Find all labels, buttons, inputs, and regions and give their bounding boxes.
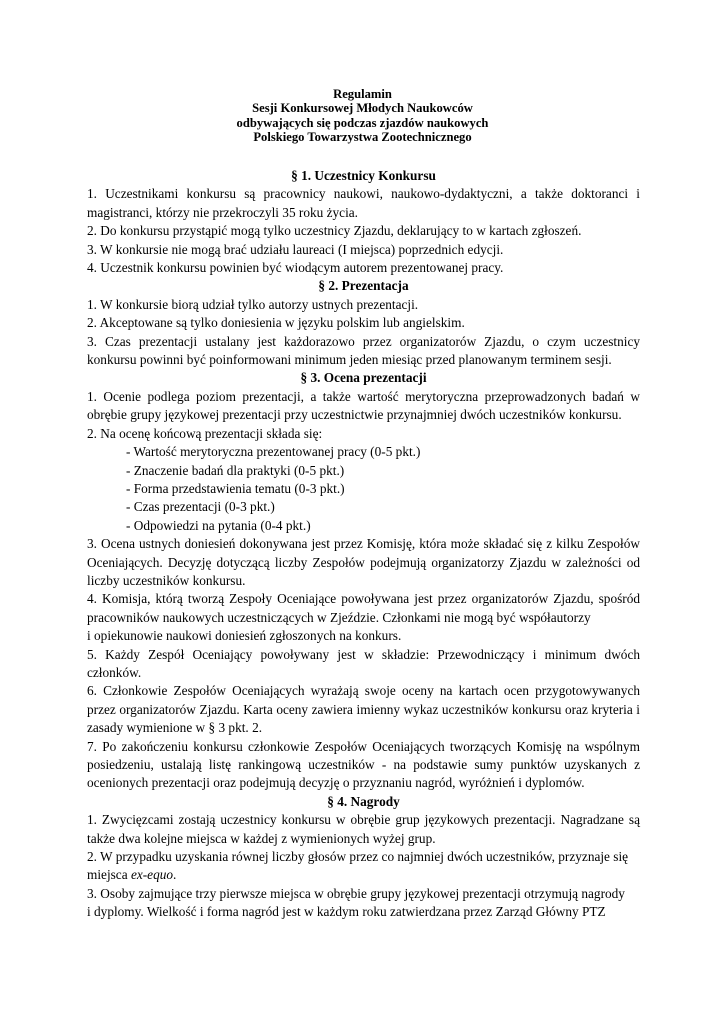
title-line-4: Polskiego Towarzystwa Zootechnicznego (253, 130, 472, 145)
ex-equo-italic: ex-equo (130, 867, 174, 883)
section-4-item-1: 1. Zwycięzcami zostają uczestnicy konkursu w obrębie grup językowych prezentacji. Nagradzane są także dwa kolejne miejsca w każdej z wymienionych wyżej grup. (87, 812, 640, 846)
criteria-item: - Odpowiedzi na pytania (0-4 pkt.) (126, 517, 311, 533)
section-2-heading: § 2. Prezentacja (318, 278, 409, 294)
section-3-item-4: 4. Komisja, którą tworzą Zespoły Oceniające powoływana jest przez organizatorów Zjazdu, spośród pracowników naukowych uczestniczących w Zjeździe. Członkami nie mogą być współautorzy (87, 591, 640, 625)
criteria-item: - Forma przedstawienia tematu (0-3 pkt.) (126, 480, 345, 496)
text-span: miejsca (87, 867, 128, 883)
section-1-item-1: 1. Uczestnikami konkursu są pracownicy naukowi, naukowo-dydaktyczni, a także doktoranci i magistranci, którzy nie przekroczyli 35 roku życia. (87, 186, 640, 220)
title-line-3: odbywających się podczas zjazdów naukowych (236, 115, 489, 130)
criteria-item: - Czas prezentacji (0-3 pkt.) (126, 499, 275, 515)
text-span: . (173, 867, 177, 883)
section-3-item-1: 1. Ocenie podlega poziom prezentacji, a także wartość merytoryczna przeprowadzonych badań w obrębie grupy językowej prezentacji przy uczestnictwie przynajmniej dwóch uczestników konkursu. (87, 388, 640, 423)
section-3-item-5: 5. Każdy Zespół Oceniający powoływany jest w składzie: Przewodniczący i minimum dwóch członków. (87, 646, 640, 680)
section-2-item-1: 1. W konkursie biorą udział tylko autorzy ustnych prezentacji. (87, 296, 419, 312)
document-title (0, 87, 725, 145)
title-line-2: Sesji Konkursowej Młodych Naukowców (252, 101, 473, 116)
section-3-item-4-continued: i opiekunowie naukowi doniesień zgłoszonych na konkurs. (87, 628, 402, 644)
section-1-item-4: 4. Uczestnik konkursu powinien być wiodącym autorem prezentowanej pracy. (87, 260, 504, 276)
section-4-item-3-continued: i dyplomy. Wielkość i forma nagród jest w każdym roku zatwierdzana przez Zarząd Główny PTZ (87, 904, 606, 920)
section-4-item-2: 2. W przypadku uzyskania równej liczby głosów przez co najmniej dwóch uczestników, przyznaje się (87, 849, 629, 865)
section-4-item-2-continued (87, 866, 640, 884)
section-3-heading: § 3. Ocena prezentacji (300, 370, 427, 386)
section-1-item-2: 2. Do konkursu przystąpić mogą tylko uczestnicy Zjazdu, deklarujący to w kartach zgłoszeń. (87, 223, 582, 239)
section-2-item-3: 3. Czas prezentacji ustalany jest każdorazowo przez organizatorów Zjazdu, o czym uczestnicy konkursu powinni być poinformowani minimum jeden miesiąc przed planowanym terminem sesji. (87, 333, 640, 368)
title-line-1: Regulamin (333, 87, 392, 101)
section-1-item-3: 3. W konkursie nie mogą brać udziału laureaci (I miejsca) poprzednich edycji. (87, 241, 504, 257)
section-3-item-6: 6. Członkowie Zespołów Oceniających wyrażają swoje oceny na kartach ocen przygotowywanych przez organizatorów Zjazdu. Karta oceny zawiera imienny wykaz uczestników konkursu oraz kryteria i zasady wymienione w § 3 pkt. 2. (87, 683, 640, 736)
section-2-item-2: 2. Akceptowane są tylko doniesienia w języku polskim lub angielskim. (87, 315, 465, 331)
section-4-heading: § 4. Nagrody (327, 793, 400, 809)
section-3-item-3: 3. Ocena ustnych doniesień dokonywana jest przez Komisję, która może składać się z kilku Zespołów Oceniających. Decyzję dotyczącą liczby Zespołów podejmują organizatorzy Zjazdu w zależności od liczby uczestników konkursu. (87, 536, 640, 588)
section-1-heading: § 1. Uczestnicy Konkursu (291, 168, 436, 183)
criteria-item: - Wartość merytoryczna prezentowanej pracy (0-5 pkt.) (126, 444, 421, 460)
section-3-item-7: 7. Po zakończeniu konkursu członkowie Zespołów Oceniających tworzących Komisję na wspólnym posiedzeniu, ustalają listę rankingową uczestników - na podstawie sumy punktów uzyskanych z ocenionych prezentacji oraz podejmują decyzję o przyznaniu nagród, wyróżnień i dyplomów. (87, 738, 640, 791)
section-4-item-3: 3. Osoby zajmujące trzy pierwsze miejsca w obrębie grupy językowej prezentacji otrzymują nagrody (87, 885, 625, 901)
criteria-item: - Znaczenie badań dla praktyki (0-5 pkt.) (126, 462, 345, 478)
document-body (87, 167, 640, 922)
section-3-item-2: 2. Na ocenę końcową prezentacji składa się: (87, 425, 323, 441)
